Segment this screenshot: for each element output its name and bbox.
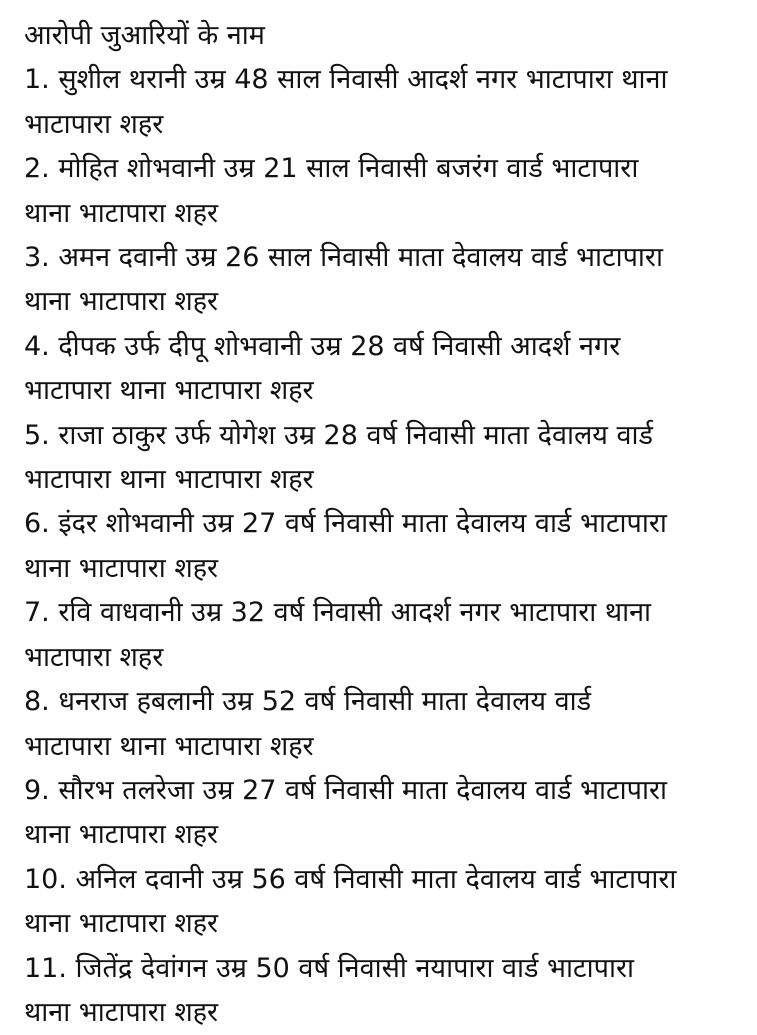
list-item-6-line-2: थाना भाटापारा शहर: [24, 552, 219, 584]
list-item-3-line-2: थाना भाटापारा शहर: [24, 286, 219, 318]
list-item-8-line-1: 8. धनराज हबलानी उम्र 52 वर्ष निवासी माता देवालय वार्ड: [24, 686, 592, 718]
list-item-1-line-2: भाटापारा शहर: [24, 108, 164, 140]
list-item-9-line-2: थाना भाटापारा शहर: [24, 819, 219, 851]
list-item-2-line-2: थाना भाटापारा शहर: [24, 197, 219, 229]
list-item-9-line-1: 9. सौरभ तलरेजा उम्र 27 वर्ष निवासी माता देवालय वार्ड भाटापारा: [24, 774, 667, 806]
list-item-11-line-1: 11. जितेंद्र देवांगन उम्र 50 वर्ष निवासी नयापारा वार्ड भाटापारा: [24, 952, 635, 984]
list-item-4-line-1: 4. दीपक उर्फ दीपू शोभवानी उम्र 28 वर्ष निवासी आदर्श नगर: [24, 330, 621, 362]
document-heading: आरोपी जुआरियों के नाम: [24, 20, 265, 51]
list-item-4-line-2: भाटापारा थाना भाटापारा शहर: [24, 375, 314, 407]
list-item-5-line-2: भाटापारा थाना भाटापारा शहर: [24, 464, 314, 496]
list-item-2-line-1: 2. मोहित शोभवानी उम्र 21 साल निवासी बजरंग वार्ड भाटापारा: [24, 153, 639, 185]
list-item-6-line-1: 6. इंदर शोभवानी उम्र 27 वर्ष निवासी माता देवालय वार्ड भाटापारा: [24, 508, 667, 540]
list-item-7-line-2: भाटापारा शहर: [24, 641, 164, 673]
list-item-10-line-2: थाना भाटापारा शहर: [24, 908, 219, 940]
list-item-11-line-2: थाना भाटापारा शहर: [24, 996, 219, 1028]
list-item-10-line-1: 10. अनिल दवानी उम्र 56 वर्ष निवासी माता देवालय वार्ड भाटापारा: [24, 863, 677, 895]
list-item-8-line-2: भाटापारा थाना भाटापारा शहर: [24, 730, 314, 762]
list-item-3-line-1: 3. अमन दवानी उम्र 26 साल निवासी माता देवालय वार्ड भाटापारा: [24, 242, 663, 274]
list-item-5-line-1: 5. राजा ठाकुर उर्फ योगेश उम्र 28 वर्ष निवासी माता देवालय वार्ड: [24, 419, 653, 451]
list-item-7-line-1: 7. रवि वाधवानी उम्र 32 वर्ष निवासी आदर्श नगर भाटापारा थाना: [24, 597, 652, 629]
accused-list-document: [24, 14, 744, 1035]
list-item-1-line-1: 1. सुशील थरानी उम्र 48 साल निवासी आदर्श नगर भाटापारा थाना: [24, 64, 668, 96]
